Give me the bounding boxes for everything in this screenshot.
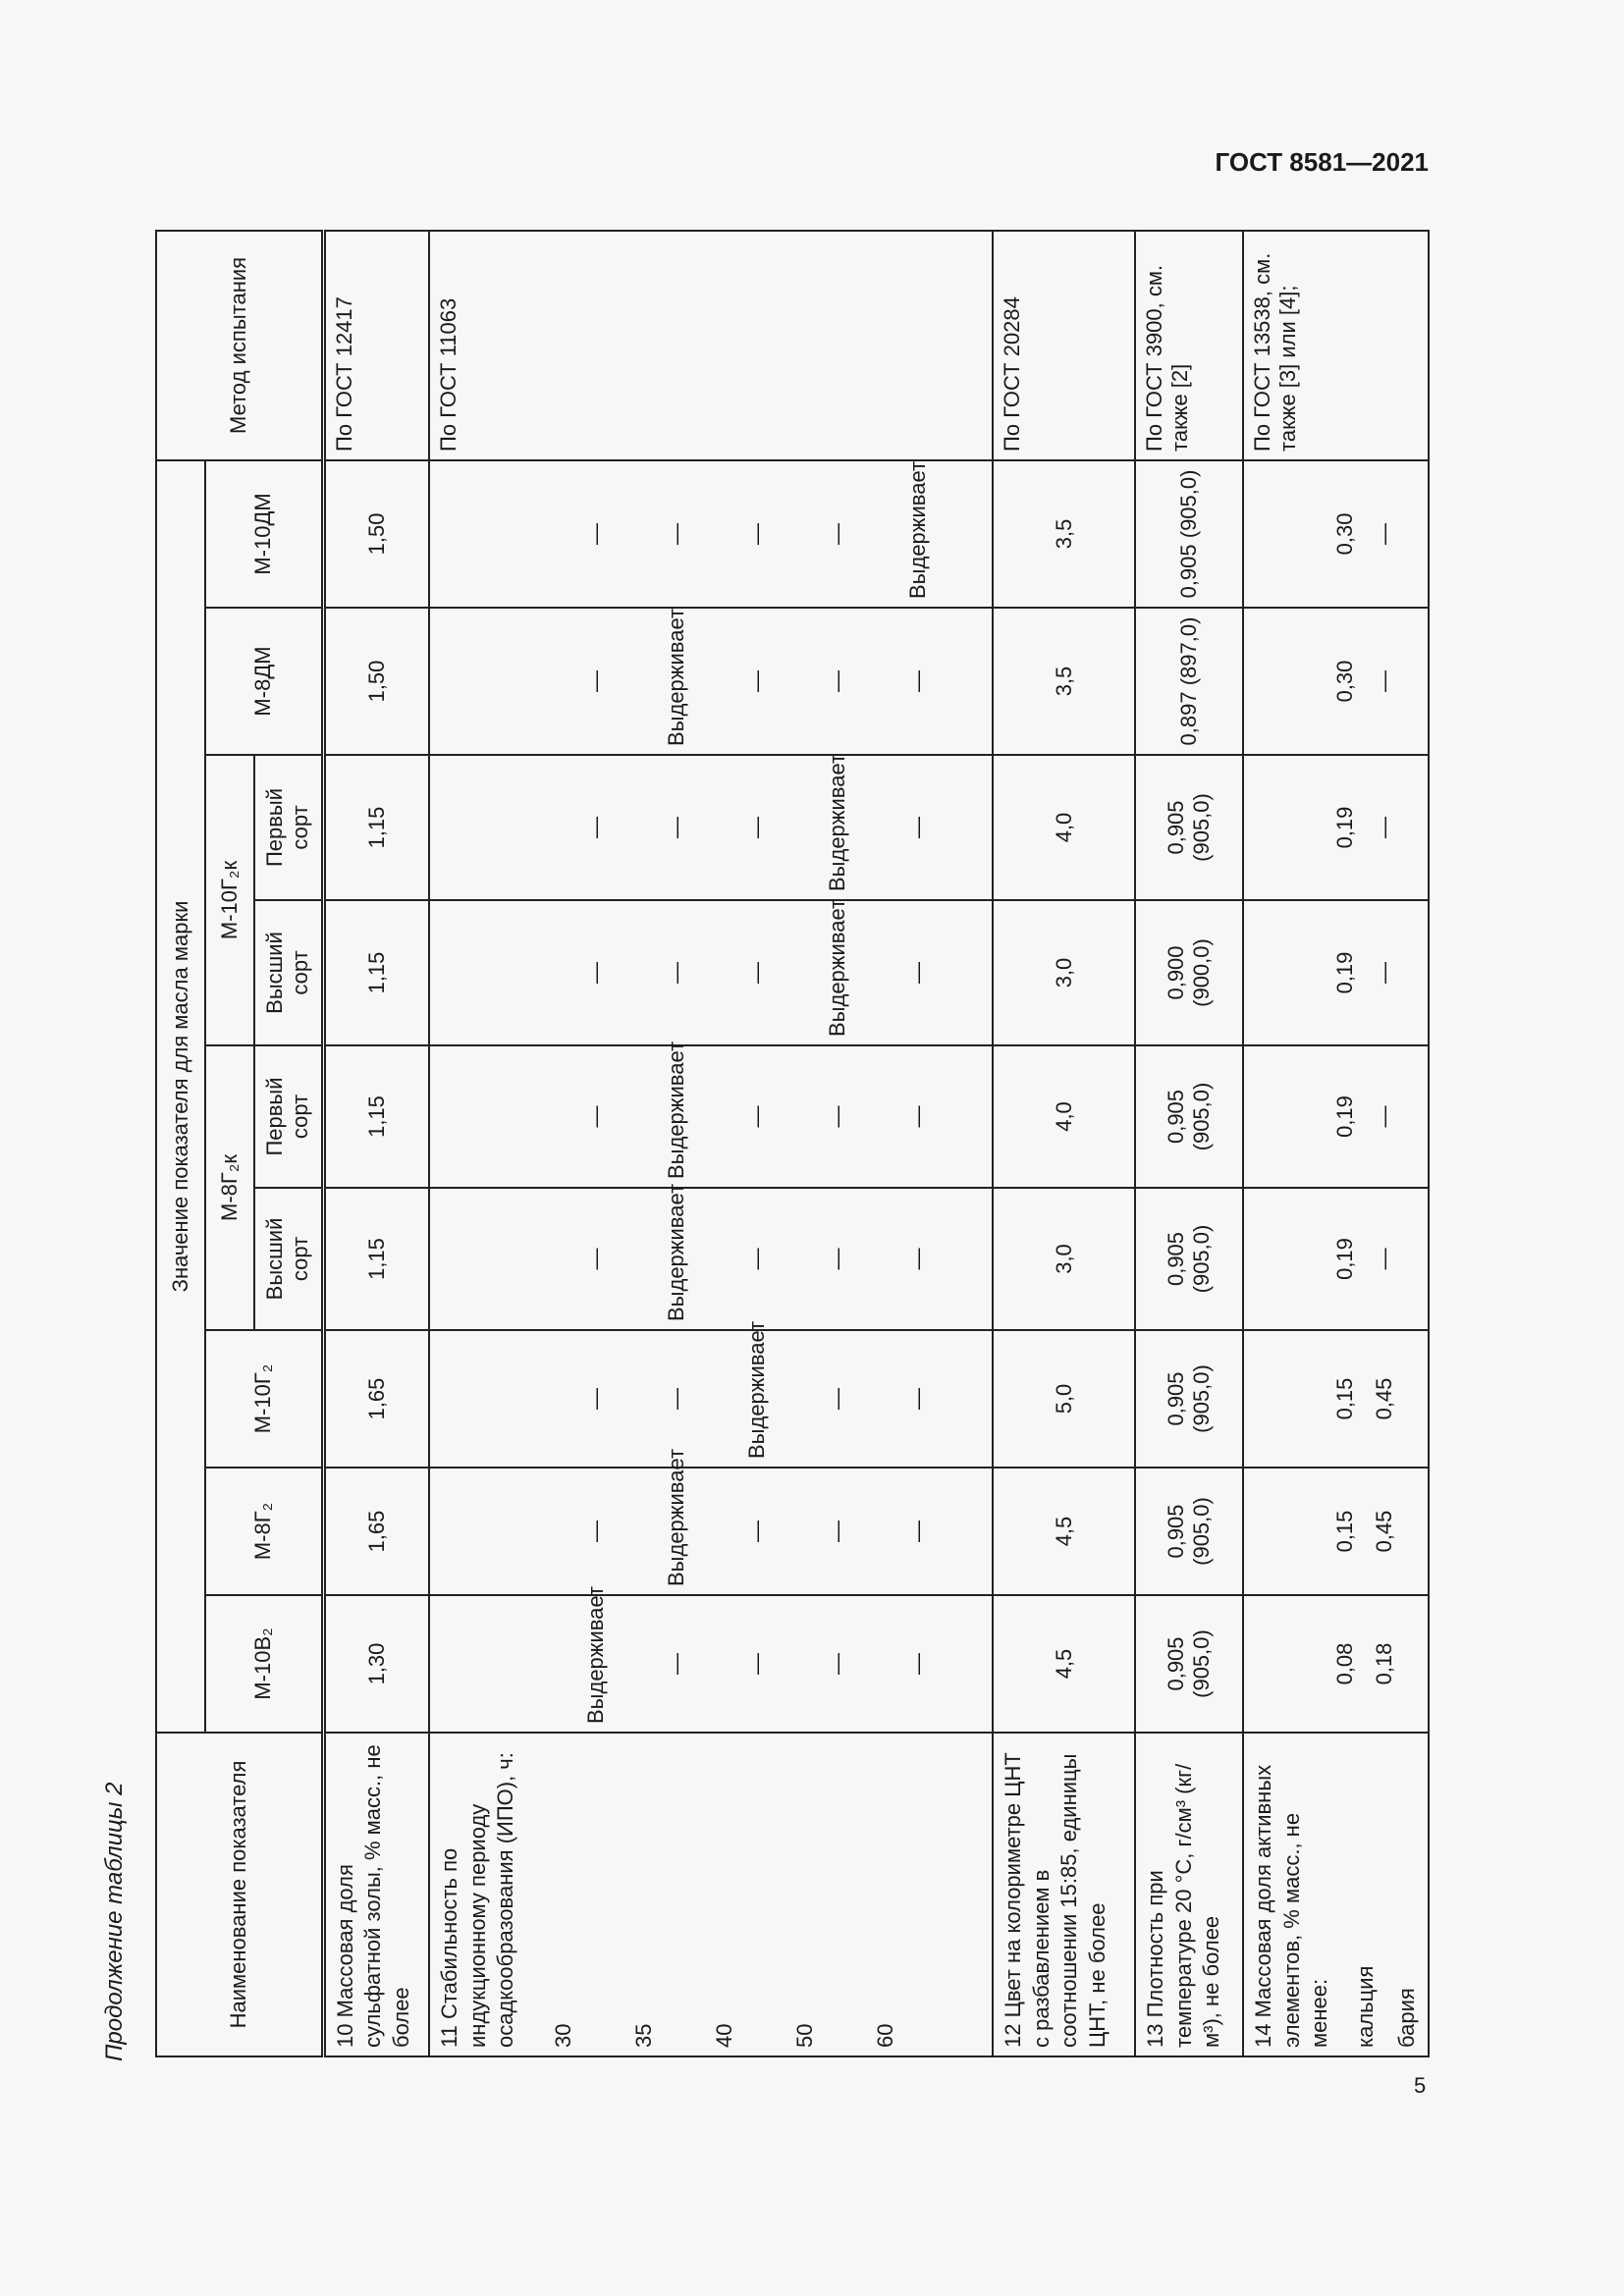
- table-row: [1135, 231, 1243, 2056]
- row10-method: По ГОСТ 12417: [323, 231, 429, 460]
- header-sort-first-m8g2k: Первый сорт: [254, 1045, 323, 1188]
- row10-value: 1,50: [323, 460, 429, 608]
- header-values-group: Значение показателя для масла марки: [156, 460, 205, 1733]
- row14-calcium-label: кальция: [1352, 1965, 1378, 2048]
- table-caption: Продолжение таблицы 2: [101, 1782, 128, 2061]
- row10-name: 10 Массовая доля сульфатной золы, % масс., не более: [323, 1733, 429, 2056]
- dash: —: [664, 522, 688, 545]
- dash: —: [664, 817, 688, 838]
- withstands: Выдерживает: [825, 898, 849, 1037]
- row11-m10g2k-top: [429, 900, 993, 1045]
- row13-value: 0,905 (905,0): [1135, 1330, 1243, 1468]
- header-sort-first-m10g2k: Первый сорт: [254, 755, 323, 900]
- rotated-table-wrapper: [155, 232, 1429, 2057]
- withstands: Выдерживает: [664, 1041, 688, 1179]
- row14-name: [1243, 1733, 1429, 2056]
- dash: —: [583, 1105, 608, 1128]
- hour-label: 50: [791, 2023, 817, 2048]
- row11-method: По ГОСТ 11063: [429, 231, 993, 460]
- row12-method: По ГОСТ 20284: [993, 231, 1135, 460]
- row14-barium-label: бария: [1394, 1988, 1420, 2048]
- row12-value: 3,0: [993, 1188, 1135, 1330]
- withstands: Выдерживает: [905, 460, 930, 599]
- header-grade-m10v2: М-10В₂: [205, 1595, 323, 1733]
- row10-value: 1,15: [323, 1045, 429, 1188]
- dash: —: [825, 522, 849, 545]
- row12-name: 12 Цвет на колориметре ЦНТ с разбавлением в соотношении 15:85, единицы ЦНТ, не более: [993, 1733, 1135, 2056]
- header-grade-m10dm: М-10ДМ: [205, 460, 323, 608]
- dash: —: [583, 1248, 608, 1270]
- dash: —: [744, 1653, 769, 1675]
- dash: —: [664, 962, 688, 984]
- row13-value: 0,905 (905,0): [1135, 1045, 1243, 1188]
- withstands: Выдерживает: [744, 1320, 769, 1459]
- withstands: Выдерживает: [664, 1183, 688, 1321]
- row11-m10dm: [429, 460, 993, 608]
- header-grade-m8dm: М-8ДМ: [205, 608, 323, 755]
- dash: —: [905, 1388, 930, 1410]
- row11-m8g2k-first: [429, 1041, 993, 1188]
- dash: —: [664, 1388, 688, 1410]
- row11-name: [429, 1733, 993, 2056]
- hour-label: 35: [630, 2023, 656, 2048]
- withstands: Выдерживает: [825, 753, 849, 891]
- dash: —: [664, 1653, 688, 1675]
- header-grade-m10g2k: М-10Г₂к: [205, 755, 254, 1045]
- header-sort-top-m10g2k: Высший сорт: [254, 900, 323, 1045]
- row14-m8dm: 0,30 —: [1243, 608, 1429, 755]
- dash: —: [744, 1521, 769, 1542]
- table-row: [323, 231, 429, 2056]
- properties-table: [155, 230, 1430, 2057]
- table-row: [1243, 231, 1429, 2056]
- row13-value: 0,897 (897,0): [1135, 608, 1243, 755]
- row13-name: 13 Плотность при температуре 20 °С, г/см³ (кг/м³), не более: [1135, 1733, 1243, 2056]
- dash: —: [583, 817, 608, 838]
- row12-value: 3,0: [993, 900, 1135, 1045]
- dash: —: [744, 1105, 769, 1128]
- dash: —: [744, 1248, 769, 1270]
- row14-m10v2: 0,08 0,18: [1243, 1595, 1429, 1733]
- dash: —: [825, 1521, 849, 1542]
- row11-m10v2: [429, 1585, 993, 1733]
- hour-label: 60: [872, 2023, 897, 2048]
- withstands: Выдерживает: [664, 1448, 688, 1586]
- row12-value: 3,5: [993, 460, 1135, 608]
- header-grade-m8g2k: М-8Г₂к: [205, 1045, 254, 1330]
- row12-value: 5,0: [993, 1330, 1135, 1468]
- row13-value: 0,905 (905,0): [1135, 460, 1243, 608]
- dash: —: [825, 1248, 849, 1270]
- dash: —: [905, 817, 930, 838]
- row12-value: 3,5: [993, 608, 1135, 755]
- dash: —: [905, 1521, 930, 1542]
- row11-m8g2k-top: [429, 1183, 993, 1330]
- row11-title: 11 Стабильность по индукционному периоду осадкообразования (ИПО), ч:: [437, 1752, 518, 2048]
- withstands: Выдерживает: [583, 1585, 608, 1724]
- row12-value: 4,0: [993, 755, 1135, 900]
- row10-value: 1,15: [323, 1188, 429, 1330]
- dash: —: [583, 962, 608, 984]
- dash: —: [905, 1105, 930, 1128]
- row12-value: 4,5: [993, 1595, 1135, 1733]
- row13-value: 0,900 (900,0): [1135, 900, 1243, 1045]
- header-sort-top-m8g2k: Высший сорт: [254, 1188, 323, 1330]
- dash: —: [905, 962, 930, 984]
- dash: —: [583, 1388, 608, 1410]
- withstands: Выдерживает: [664, 608, 688, 746]
- row10-value: 1,15: [323, 755, 429, 900]
- dash: —: [744, 817, 769, 838]
- header-test-method: Метод испытания: [156, 231, 323, 460]
- table-row: [993, 231, 1135, 2056]
- row12-value: 4,5: [993, 1468, 1135, 1595]
- row13-value: 0,905 (905,0): [1135, 1188, 1243, 1330]
- header-grade-m8g2: М-8Г₂: [205, 1468, 323, 1595]
- row13-value: 0,905 (905,0): [1135, 1468, 1243, 1595]
- row14-m10dm: 0,30 —: [1243, 460, 1429, 608]
- dash: —: [583, 522, 608, 545]
- header-grade-m10g2: М-10Г₂: [205, 1330, 323, 1468]
- row10-value: 1,30: [323, 1595, 429, 1733]
- row11-m10g2k-first: [429, 755, 993, 900]
- dash: —: [583, 1521, 608, 1542]
- dash: —: [825, 670, 849, 692]
- row11-m8dm: [429, 608, 993, 755]
- row10-value: 1,50: [323, 608, 429, 755]
- dash: —: [905, 670, 930, 692]
- standard-number: ГОСТ 8581—2021: [1215, 147, 1429, 177]
- dash: —: [583, 670, 608, 692]
- dash: —: [744, 962, 769, 984]
- row14-m8g2k-top: 0,19 —: [1243, 1188, 1429, 1330]
- header-indicator-name: Наименование показателя: [156, 1733, 323, 2056]
- table-row: [429, 231, 993, 2056]
- row10-value: 1,65: [323, 1468, 429, 1595]
- dash: —: [905, 1248, 930, 1270]
- row11-hours: [550, 1741, 952, 2048]
- row11-m8g2: [429, 1448, 993, 1595]
- dash: —: [905, 1653, 930, 1675]
- row14-m10g2k-top: 0,19 —: [1243, 900, 1429, 1045]
- row12-value: 4,0: [993, 1045, 1135, 1188]
- row13-method: По ГОСТ 3900, см. также [2]: [1135, 231, 1243, 460]
- row13-value: 0,905 (905,0): [1135, 755, 1243, 900]
- dash: —: [825, 1105, 849, 1128]
- row10-value: 1,65: [323, 1330, 429, 1468]
- row14-method: По ГОСТ 13538, см. также [3] или [4];: [1243, 231, 1429, 460]
- dash: —: [825, 1388, 849, 1410]
- hour-label: 40: [711, 2023, 736, 2048]
- page-number: 5: [1414, 2073, 1427, 2098]
- row14-m10g2: 0,15 0,45: [1243, 1330, 1429, 1468]
- row10-value: 1,15: [323, 900, 429, 1045]
- row14-m10g2k-first: 0,19 —: [1243, 755, 1429, 900]
- row14-m8g2: 0,15 0,45: [1243, 1468, 1429, 1595]
- row14-title: 14 Массовая доля активных элементов, % масс., не менее:: [1251, 1764, 1332, 2048]
- row14-m8g2k-first: 0,19 —: [1243, 1045, 1429, 1188]
- hour-label: 30: [550, 2023, 575, 2048]
- dash: —: [744, 522, 769, 545]
- dash: —: [825, 1653, 849, 1675]
- row13-value: 0,905 (905,0): [1135, 1595, 1243, 1733]
- row11-m10g2: [429, 1320, 993, 1468]
- dash: —: [744, 670, 769, 692]
